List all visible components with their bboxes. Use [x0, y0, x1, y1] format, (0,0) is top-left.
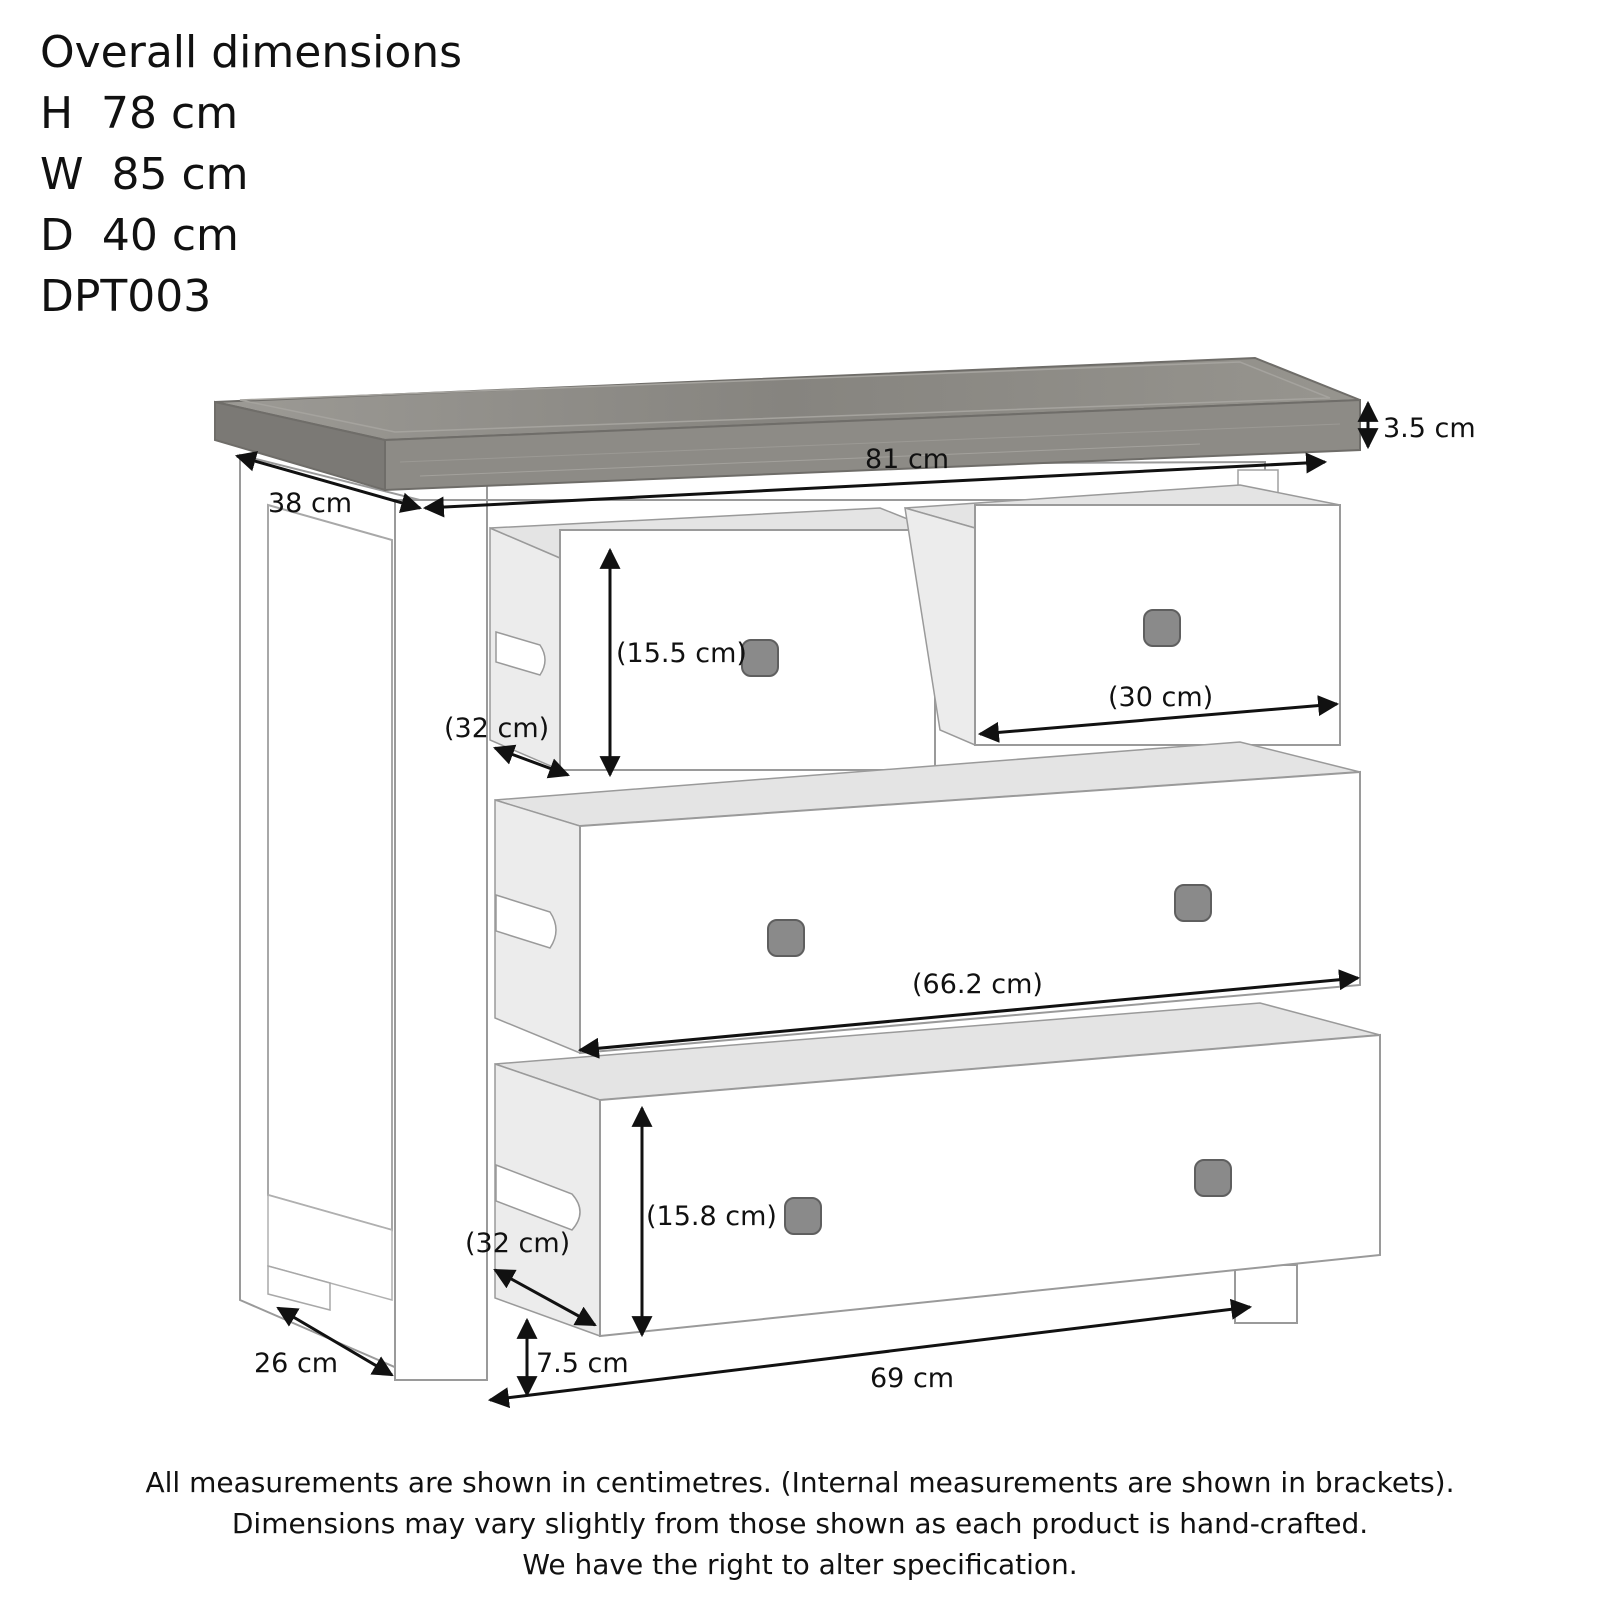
- label-top-depth: 38 cm: [268, 488, 353, 519]
- knob-icon: [742, 640, 778, 676]
- label-large-drawer-width: (66.2 cm): [912, 969, 1043, 1000]
- overall-width: W 85 cm: [40, 149, 249, 200]
- label-leg-depth: 26 cm: [254, 1348, 339, 1379]
- product-code: DPT003: [40, 271, 212, 322]
- label-large-drawer-height: (15.8 cm): [646, 1201, 777, 1232]
- overall-depth: D 40 cm: [40, 210, 239, 261]
- overall-title: Overall dimensions: [40, 27, 463, 78]
- label-small-drawer-height: (15.5 cm): [616, 638, 747, 669]
- overall-height: H 78 cm: [40, 88, 239, 139]
- label-small-drawer-depth: (32 cm): [444, 713, 550, 744]
- label-floor-clearance: 7.5 cm: [536, 1348, 629, 1379]
- knob-icon: [768, 920, 804, 956]
- knob-icon: [1144, 610, 1180, 646]
- label-leg-span: 69 cm: [870, 1363, 955, 1394]
- knob-icon: [1195, 1160, 1231, 1196]
- label-large-drawer-depth: (32 cm): [465, 1228, 571, 1259]
- footer-line-variation: Dimensions may vary slightly from those shown as each product is hand-crafted.: [231, 1507, 1369, 1540]
- label-top-thickness: 3.5 cm: [1383, 413, 1476, 444]
- footer-line-units: All measurements are shown in centimetres. (Internal measurements are shown in brackets).: [145, 1466, 1455, 1499]
- footer-notes: [0, 1462, 1600, 1585]
- knob-icon: [1175, 885, 1211, 921]
- label-small-drawer-width: (30 cm): [1108, 682, 1214, 713]
- cabinet-side-panel: [240, 455, 420, 1378]
- footer-line-rights: We have the right to alter specification.: [522, 1548, 1078, 1581]
- label-top-width: 81 cm: [865, 444, 950, 475]
- knob-icon: [785, 1198, 821, 1234]
